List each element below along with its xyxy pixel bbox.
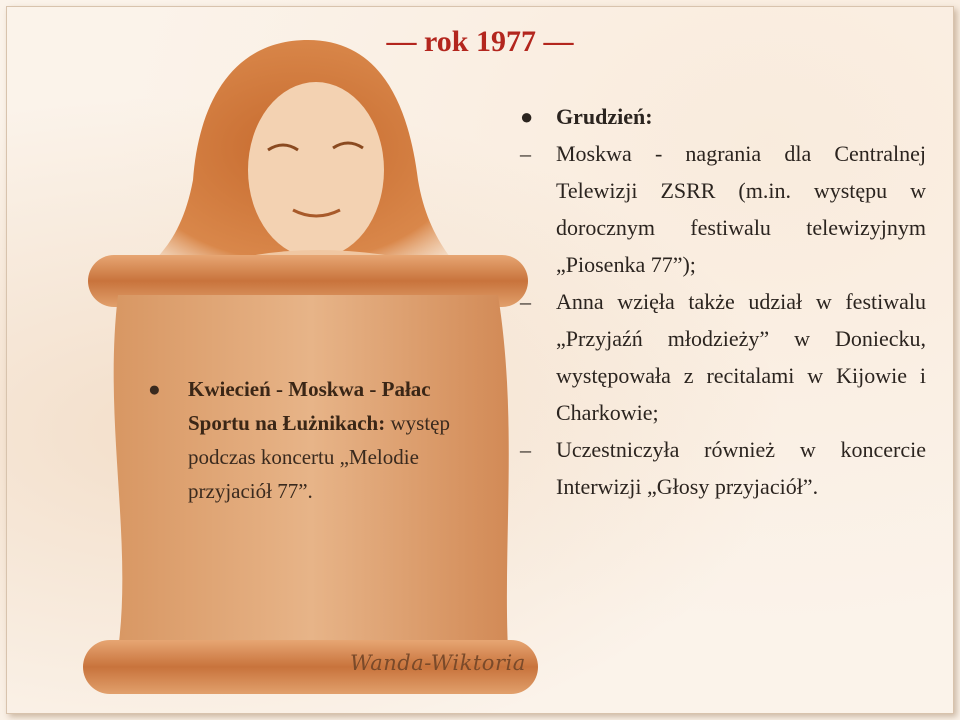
left-heading: Kwiecień - Moskwa - Pałac Sportu na Łużnikach: <box>188 377 431 435</box>
slide-title: — rok 1977 — <box>386 25 574 58</box>
right-item-text: Anna wzięła także udział w festiwalu „Przyjaźń młodzieży” w Doniecku, występowała z recitalami w Kijowie i Charkowie; <box>556 289 926 425</box>
dash-icon: – <box>520 289 531 314</box>
left-bullet-block <box>148 372 478 508</box>
right-list-item <box>516 135 926 283</box>
left-bullet-icon: ● <box>148 377 161 401</box>
left-text: występ podczas koncertu „Melodie przyjaciół 77”. <box>188 411 450 503</box>
right-column <box>516 98 926 505</box>
signature: Wanda-Wiktoria <box>350 651 526 675</box>
dash-icon: – <box>520 437 531 462</box>
dash-icon: – <box>520 141 531 166</box>
right-list-item <box>516 431 926 505</box>
right-heading-row <box>516 98 926 135</box>
right-item-text: Moskwa - nagrania dla Centralnej Telewizji ZSRR (m.in. występu w dorocznym festiwalu telewizyjnym „Piosenka 77”); <box>556 141 926 277</box>
right-heading: Grudzień: <box>556 104 653 129</box>
face-shape <box>248 82 384 258</box>
right-bullet-icon: ● <box>520 104 534 129</box>
right-item-text: Uczestniczyła również w koncercie Interwizji „Głosy przyjaciół”. <box>556 437 926 499</box>
right-list-item <box>516 283 926 431</box>
